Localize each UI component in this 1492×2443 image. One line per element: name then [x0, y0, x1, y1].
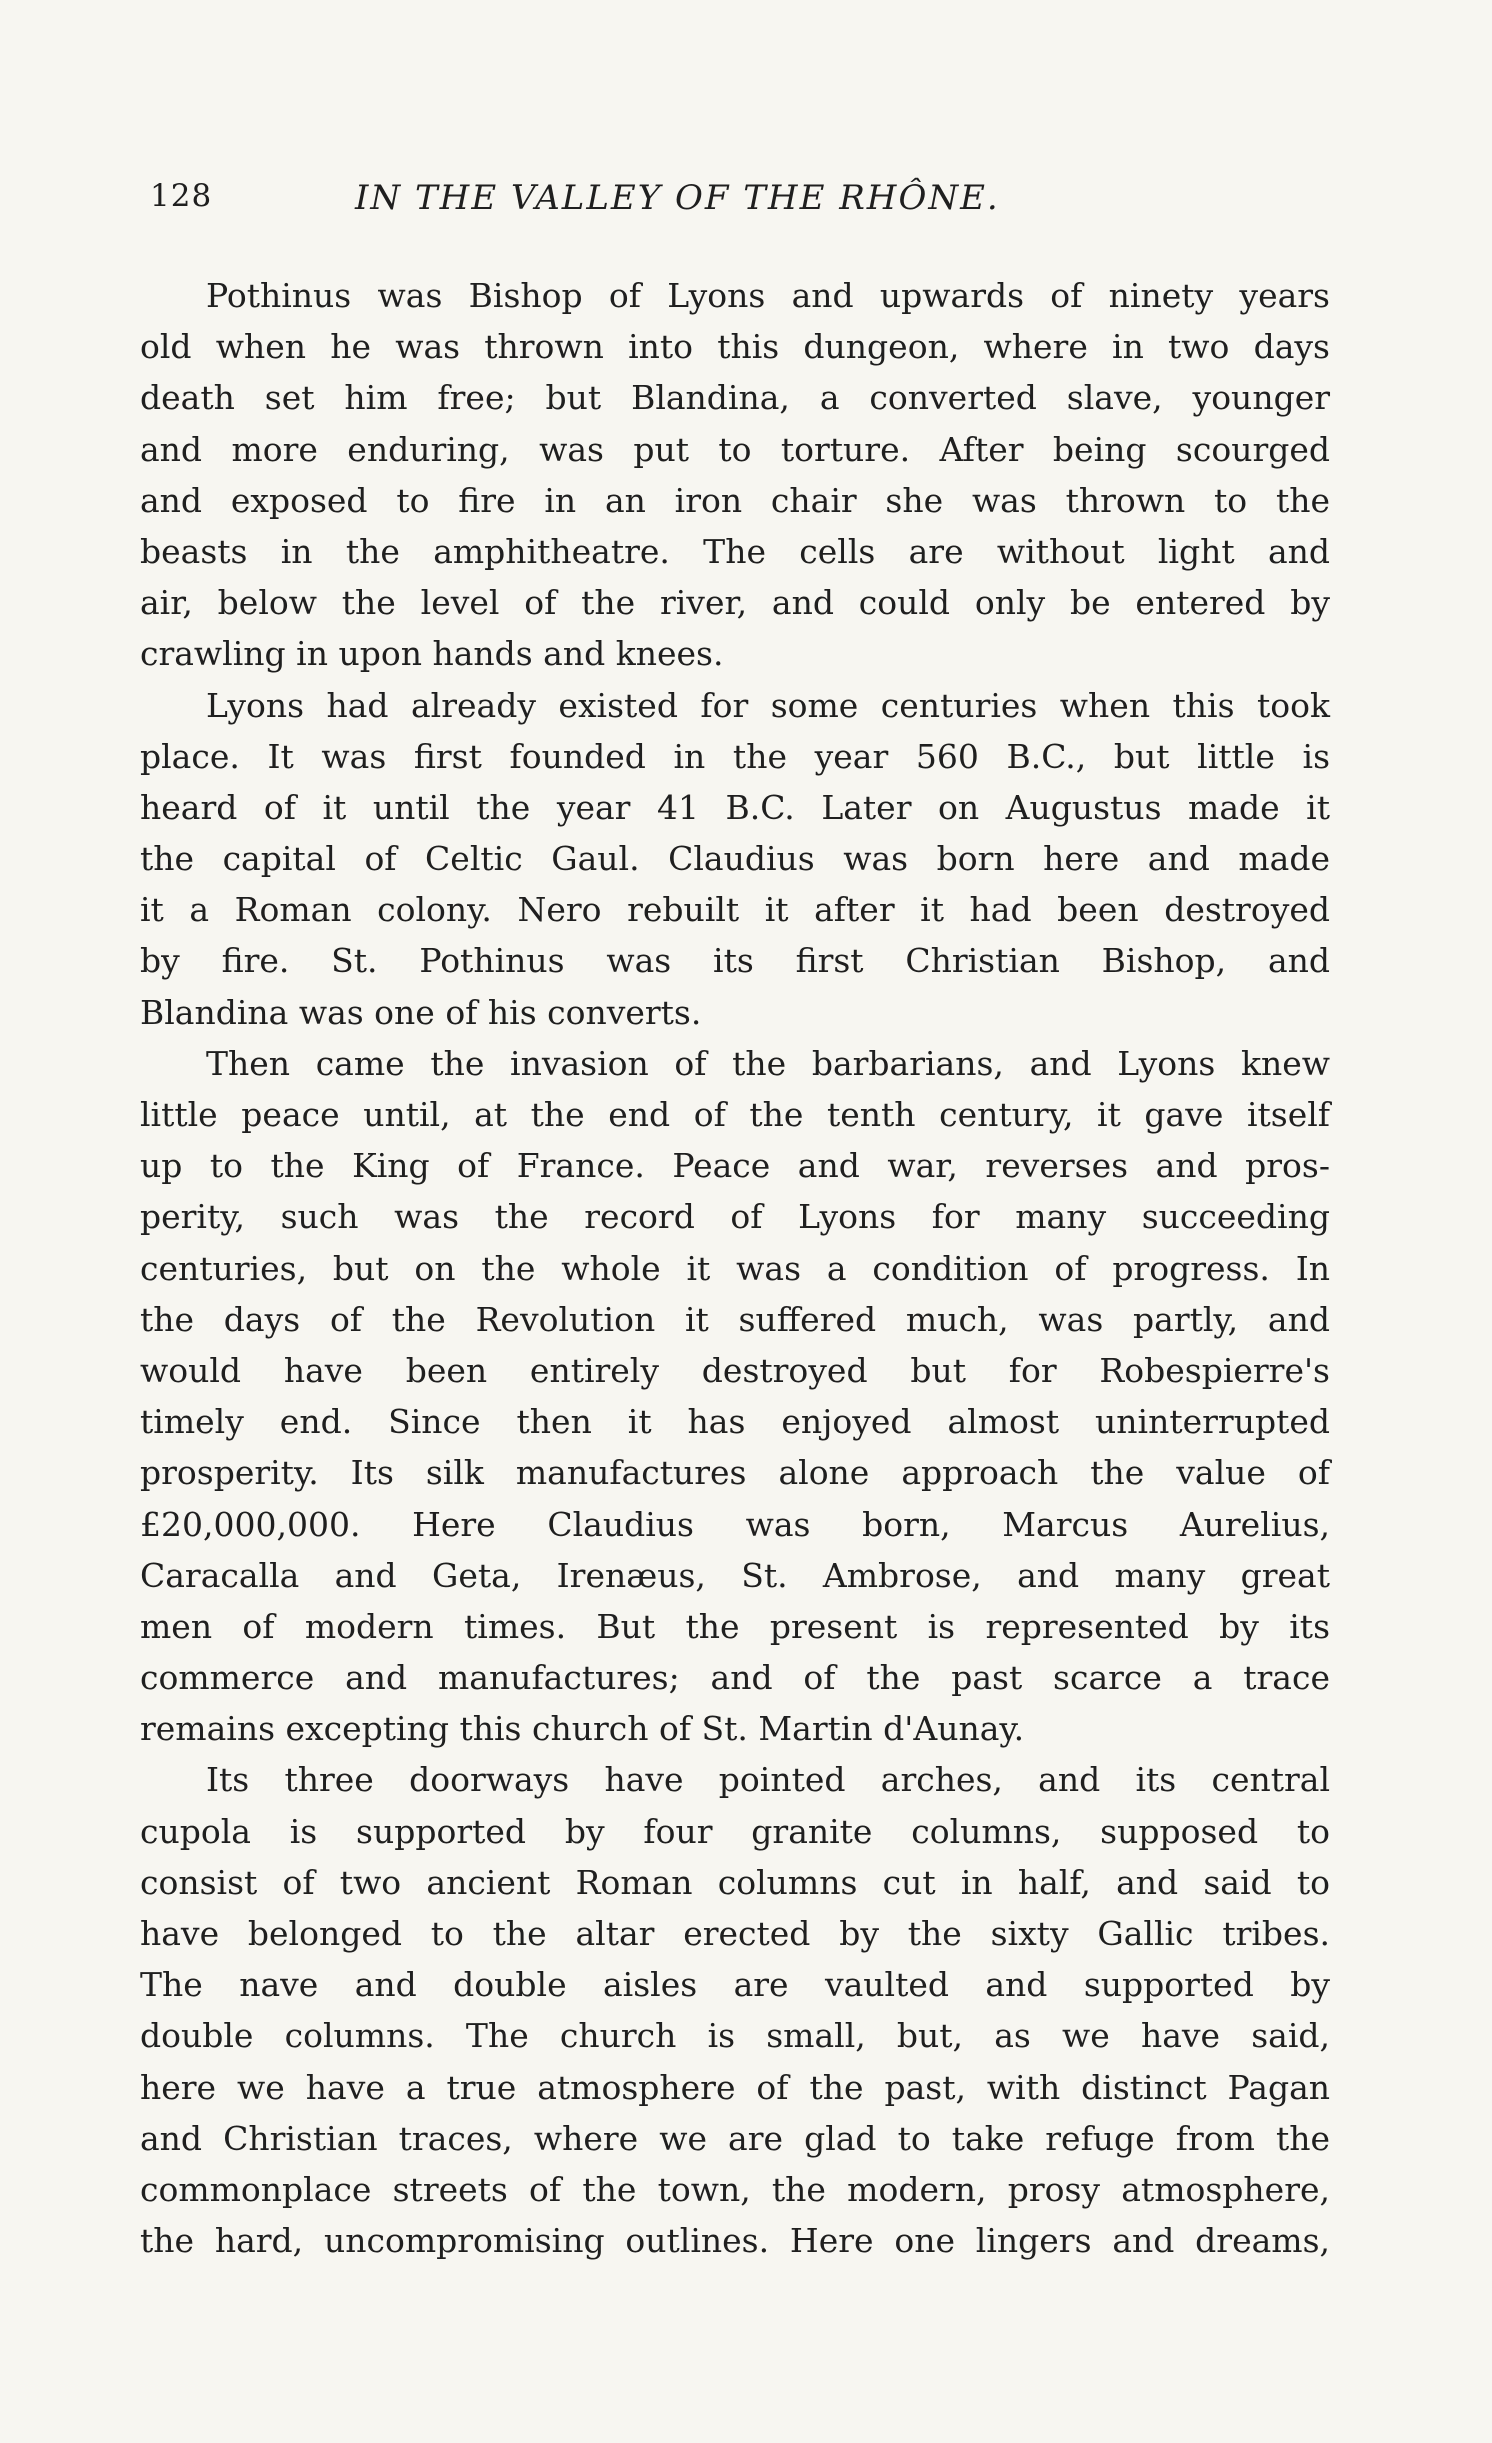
text-line: timely end. Since then it has enjoyed almost uninterrupted	[140, 1402, 1330, 1442]
text-line: commerce and manufactures; and of the past scarce a trace	[140, 1658, 1330, 1698]
text-line: crawling in upon hands and knees.	[140, 634, 724, 674]
text-line: it a Roman colony. Nero rebuilt it after it had been destroyed	[140, 890, 1330, 930]
text-line: would have been entirely destroyed but for Robespierre's	[140, 1350, 1330, 1390]
text-line: little peace until, at the end of the tenth century, it gave itself	[140, 1095, 1330, 1134]
text-line: perity, such was the record of Lyons for many succeeding	[140, 1197, 1330, 1237]
text-line: Lyons had already existed for some centuries when this took	[206, 685, 1330, 725]
text-line: death set him free; but Blandina, a converted slave, younger	[140, 378, 1330, 418]
text-line: The nave and double aisles are vaulted and supported by	[140, 1965, 1330, 2005]
text-line: by fire. St. Pothinus was its first Christian Bishop, and	[140, 941, 1330, 981]
text-line: the hard, uncompromising outlines. Here one lingers and dreams,	[140, 2221, 1330, 2261]
text-line: up to the King of France. Peace and war, reverses and pros-	[140, 1146, 1330, 1186]
text-line: and Christian traces, where we are glad to take refuge from the	[140, 2118, 1330, 2158]
text-line: centuries, but on the whole it was a condition of progress. In	[140, 1248, 1330, 1288]
text-line: consist of two ancient Roman columns cut in half, and said to	[140, 1862, 1330, 1902]
text-line: old when he was thrown into this dungeon, where in two days	[140, 327, 1330, 367]
text-line: the days of the Revolution it suffered much, was partly, and	[140, 1299, 1330, 1339]
text-line: place. It was first founded in the year 560 B.C., but little is	[140, 736, 1330, 776]
text-line: double columns. The church is small, but, as we have said,	[140, 2016, 1330, 2056]
text-line: beasts in the amphitheatre. The cells are without light and	[140, 531, 1330, 571]
text-line: here we have a true atmosphere of the past, with distinct Pagan	[140, 2067, 1330, 2107]
text-line: Blandina was one of his converts.	[140, 992, 702, 1032]
text-line: and more enduring, was put to torture. After being scourged	[140, 429, 1330, 469]
text-line: Then came the invasion of the barbarians, and Lyons knew	[206, 1043, 1330, 1083]
text-line: commonplace streets of the town, the modern, prosy atmosphere,	[140, 2169, 1330, 2209]
page-header	[150, 178, 1340, 228]
text-line: Caracalla and Geta, Irenæus, St. Ambrose, and many great	[140, 1555, 1330, 1595]
text-line: £20,000,000. Here Claudius was born, Marcus Aurelius,	[140, 1504, 1330, 1544]
text-line: Its three doorways have pointed arches, and its central	[206, 1760, 1330, 1800]
body-text	[140, 270, 1330, 2266]
text-line: have belonged to the altar erected by the sixty Gallic tribes.	[140, 1914, 1330, 1953]
text-line: Pothinus was Bishop of Lyons and upwards of ninety years	[206, 276, 1330, 315]
text-line: and exposed to fire in an iron chair she was thrown to the	[140, 480, 1330, 520]
text-line: air, below the level of the river, and could only be entered by	[140, 583, 1330, 623]
text-line: men of modern times. But the present is represented by its	[140, 1606, 1330, 1646]
page-number: 128	[150, 178, 213, 214]
text-line: the capital of Celtic Gaul. Claudius was born here and made	[140, 839, 1330, 879]
text-line: heard of it until the year 41 B.C. Later on Augustus made it	[140, 787, 1330, 827]
running-title: IN THE VALLEY OF THE RHÔNE.	[355, 178, 1000, 218]
text-line: cupola is supported by four granite columns, supposed to	[140, 1811, 1330, 1851]
text-line: remains excepting this church of St. Martin d'Aunay.	[140, 1709, 1025, 1749]
text-line: prosperity. Its silk manufactures alone approach the value of	[140, 1453, 1330, 1493]
